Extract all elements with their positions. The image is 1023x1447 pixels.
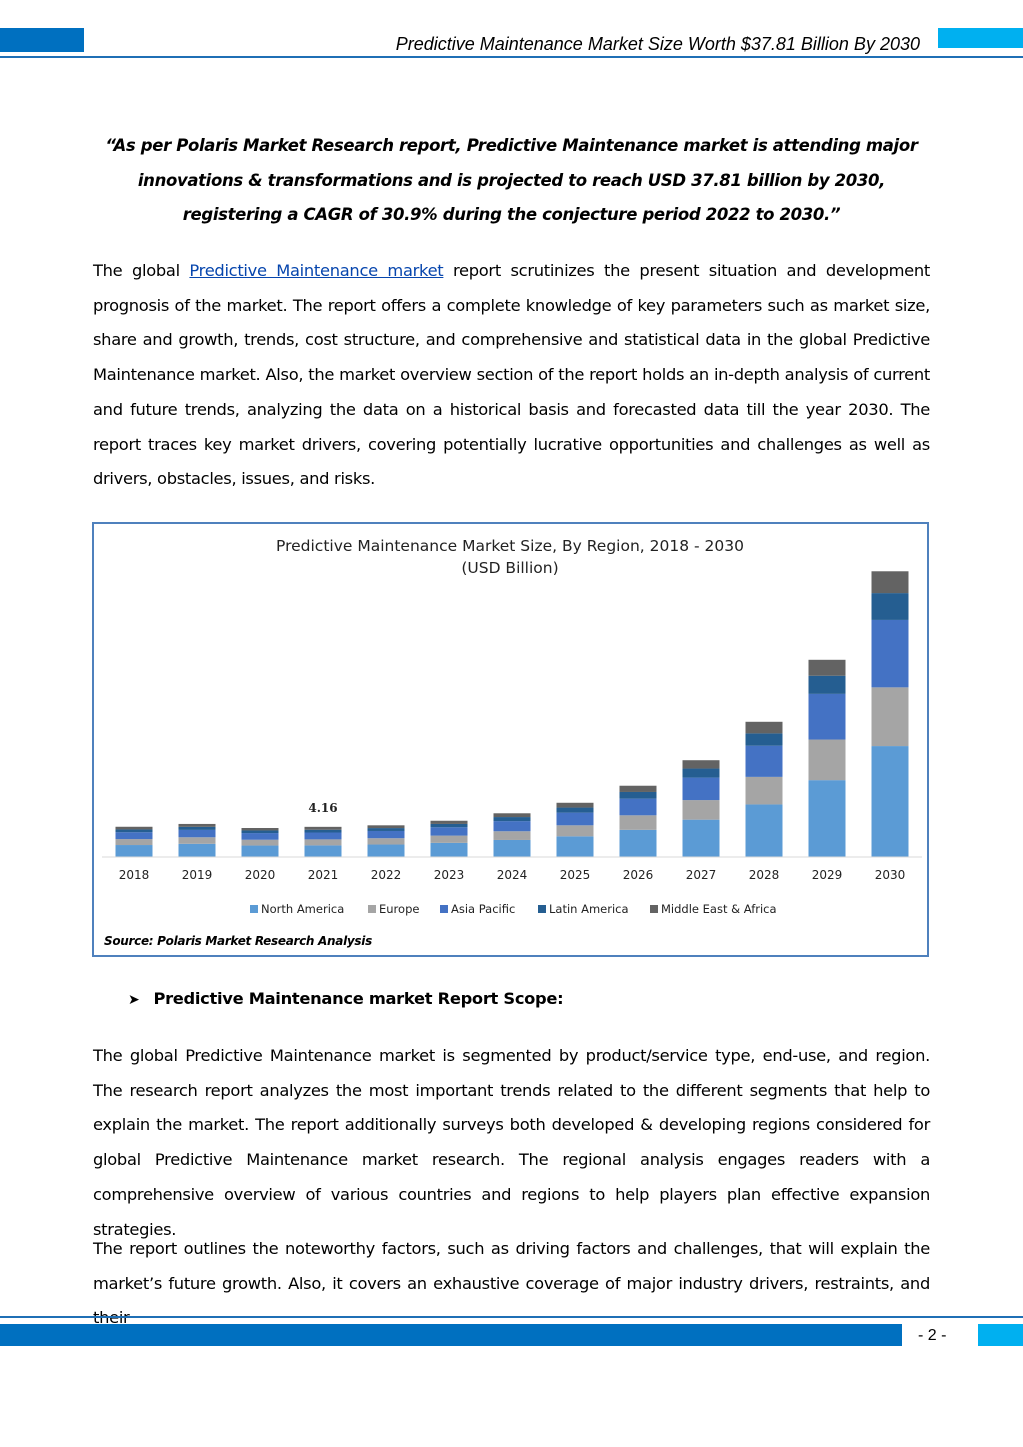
bar-2025-middle-east-africa <box>557 803 594 808</box>
x-tick-label: 2020 <box>244 868 276 882</box>
segmentation-paragraph: The global Predictive Maintenance market is segmented by product/service type, end-use, and region. The research report analyzes the most important trends related to the different segments that help to explain the market. The report additionally surveys both developed & developing regions considered for global Predictive Maintenance market research. The regional analysis engages readers with a comprehensive overview of various countries and regions to help players plan effective expansion strategies. <box>93 1046 930 1239</box>
intro-paragraph <box>93 254 930 497</box>
legend-label: Asia Pacific <box>451 902 516 916</box>
bar-2028-latin-america <box>746 733 783 745</box>
x-tick-label: 2024 <box>496 868 528 882</box>
bar-2030-latin-america <box>872 593 909 620</box>
bar-2021-north-america <box>305 845 342 857</box>
legend-swatch <box>368 905 376 913</box>
bar-2027-north-america <box>683 820 720 857</box>
legend-label: Latin America <box>549 902 629 916</box>
chart-x-ticks <box>119 868 906 882</box>
legend-swatch <box>650 905 658 913</box>
bullet-arrow-icon: ➤ <box>128 992 140 1008</box>
chart-legend <box>250 902 777 916</box>
bar-2021-asia-pacific <box>305 832 342 839</box>
footer-bar <box>0 1324 902 1346</box>
bar-2029-middle-east-africa <box>809 660 846 676</box>
bar-2026-north-america <box>620 830 657 857</box>
chart-annotations <box>308 801 337 815</box>
bar-2029-north-america <box>809 780 846 857</box>
header-accent-left <box>0 28 84 52</box>
bar-2019-europe <box>179 837 216 844</box>
bar-2019-asia-pacific <box>179 830 216 837</box>
x-tick-label: 2023 <box>433 868 465 882</box>
page-number: - 2 - <box>918 1327 947 1344</box>
x-tick-label: 2018 <box>118 868 150 882</box>
x-tick-label: 2030 <box>874 868 906 882</box>
bar-2018-europe <box>116 839 153 845</box>
x-tick-label: 2027 <box>685 868 717 882</box>
bar-2020-asia-pacific <box>242 833 279 840</box>
legend-swatch <box>538 905 546 913</box>
bar-2027-europe <box>683 800 720 820</box>
x-tick-label: 2028 <box>748 868 780 882</box>
bar-2018-north-america <box>116 845 153 857</box>
footer-accent-right <box>978 1324 1023 1346</box>
bar-2021-middle-east-africa <box>305 827 342 830</box>
footer-rule <box>0 1316 1023 1318</box>
bar-2019-latin-america <box>179 827 216 830</box>
chart-canvas <box>94 524 927 955</box>
x-tick-label: 2025 <box>559 868 591 882</box>
bar-2023-middle-east-africa <box>431 821 468 824</box>
bar-2021-latin-america <box>305 830 342 833</box>
bar-2025-latin-america <box>557 808 594 813</box>
bar-2022-middle-east-africa <box>368 825 405 828</box>
x-tick-label: 2019 <box>181 868 213 882</box>
chart-title: Predictive Maintenance Market Size, By Region, 2018 - 2030 <box>276 537 744 555</box>
legend-label: North America <box>261 902 345 916</box>
bar-2029-latin-america <box>809 676 846 694</box>
report-scope-heading <box>128 989 563 1008</box>
bar-2018-middle-east-africa <box>116 827 153 830</box>
chart-source: Source: Polaris Market Research Analysis <box>104 934 372 948</box>
bar-2027-asia-pacific <box>683 778 720 800</box>
legend-label: Middle East & Africa <box>661 902 777 916</box>
bar-2030-north-america <box>872 746 909 857</box>
bar-2025-asia-pacific <box>557 813 594 826</box>
bar-2020-europe <box>242 840 279 846</box>
bar-2025-europe <box>557 825 594 836</box>
bar-2027-middle-east-africa <box>683 760 720 768</box>
bar-2018-latin-america <box>116 829 153 832</box>
bar-2025-north-america <box>557 836 594 857</box>
bar-2023-europe <box>431 836 468 843</box>
bar-2024-asia-pacific <box>494 821 531 831</box>
x-tick-label: 2021 <box>307 868 339 882</box>
bar-2026-asia-pacific <box>620 799 657 816</box>
bar-2018-asia-pacific <box>116 832 153 839</box>
bar-2022-asia-pacific <box>368 831 405 838</box>
highlight-quote: “As per Polaris Market Research report, Predictive Maintenance market is attending major innovations & transformations and is projected to reach USD 37.81 billion by 2030, registering a CAGR of 30.9% during the conjecture period 2022 to 2030.” <box>105 136 918 225</box>
market-report-link[interactable]: Predictive Maintenance market <box>189 261 444 280</box>
legend-swatch <box>250 905 258 913</box>
bar-2020-middle-east-africa <box>242 828 279 830</box>
report-scope-heading-text: Predictive Maintenance market Report Scope: <box>153 989 564 1008</box>
bar-2030-europe <box>872 687 909 746</box>
bar-2020-latin-america <box>242 830 279 833</box>
intro-lead: The global <box>93 261 190 280</box>
bar-2021-europe <box>305 839 342 845</box>
chart-bars <box>116 571 909 857</box>
bar-2028-middle-east-africa <box>746 722 783 734</box>
bar-2022-latin-america <box>368 828 405 831</box>
bar-2020-north-america <box>242 846 279 857</box>
bar-2024-middle-east-africa <box>494 813 531 817</box>
chart-subtitle: (USD Billion) <box>461 559 559 577</box>
bar-2024-europe <box>494 831 531 840</box>
bar-2026-latin-america <box>620 792 657 799</box>
header-title: Predictive Maintenance Market Size Worth $37.81 Billion By 2030 <box>395 34 920 54</box>
bar-2024-north-america <box>494 840 531 857</box>
bar-2024-latin-america <box>494 817 531 821</box>
bar-2023-asia-pacific <box>431 827 468 835</box>
bar-2029-europe <box>809 740 846 781</box>
bar-2027-latin-america <box>683 769 720 778</box>
legend-swatch <box>440 905 448 913</box>
bar-2026-europe <box>620 815 657 830</box>
bar-2030-middle-east-africa <box>872 571 909 593</box>
legend-label: Europe <box>379 902 420 916</box>
bar-2030-asia-pacific <box>872 620 909 687</box>
x-tick-label: 2026 <box>622 868 654 882</box>
market-size-chart <box>92 522 929 957</box>
header-rule <box>0 56 1023 58</box>
bar-2023-north-america <box>431 843 468 857</box>
bar-2028-europe <box>746 777 783 805</box>
header-accent-right <box>938 28 1023 48</box>
data-label: 4.16 <box>308 800 338 815</box>
bar-2022-north-america <box>368 845 405 857</box>
bar-2026-middle-east-africa <box>620 786 657 792</box>
bar-2019-north-america <box>179 844 216 857</box>
bar-2023-latin-america <box>431 824 468 827</box>
bar-2028-asia-pacific <box>746 746 783 777</box>
bar-2028-north-america <box>746 804 783 857</box>
bar-2029-asia-pacific <box>809 694 846 740</box>
x-tick-label: 2029 <box>811 868 843 882</box>
factors-paragraph: The report outlines the noteworthy factors, such as driving factors and challenges, that will explain the market’s future growth. Also, it covers an exhaustive coverage of major industry drivers, restraints, and <box>93 1239 930 1293</box>
bar-2019-middle-east-africa <box>179 824 216 827</box>
x-tick-label: 2022 <box>370 868 402 882</box>
intro-rest: report scrutinizes the present situation and development prognosis of the market. The report offers a complete knowledge of key parameters such as market size, share and growth, trends, cost structure, and comprehensive and statistical data in the global Predictive Maintenance market. Also, the market overview section of the report holds an in-depth analysis of current and future trends, analyzing the data on a historical basis and forecasted data till the year 2030. The report traces key market drivers, covering potentially lucrative opportunities and challenges as well as drivers, obstacles, issues, and risks. <box>93 261 930 489</box>
bar-2022-europe <box>368 838 405 844</box>
